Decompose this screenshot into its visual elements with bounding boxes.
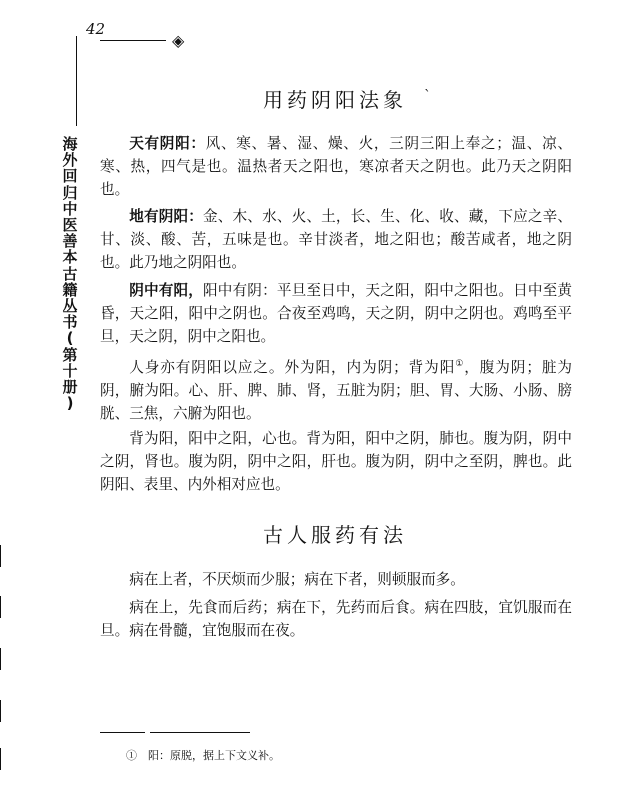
series-title-char: 回	[62, 167, 78, 186]
footnote: ① 阳：原脱，据上下文义补。	[126, 749, 280, 762]
series-title-char: 本	[62, 248, 78, 267]
series-title-char: 海	[62, 135, 78, 153]
series-title-char: 古	[62, 264, 78, 283]
paragraph-text: 人身亦有阴阳以应之。外为阳，内为阴；背为阳	[129, 358, 456, 376]
footnote-marker[interactable]: ①	[455, 359, 465, 369]
paragraph-text: 病在上，先食而后药；病在下，先药而后食。病在四肢，宜饥服而在旦。病在骨髓，宜饱服而在夜。	[100, 599, 572, 639]
page-number: 42	[86, 20, 106, 38]
paragraph	[100, 132, 572, 201]
paragraph-text: ，腹为阴；脏为阴，腑为阳。心、肝、脾、肺、肾，五脏为阴；胆、胃、大肠、小肠、膀胱、三焦，六腑为阳也。	[100, 358, 572, 422]
series-title-char: 医	[62, 216, 78, 235]
scan-edge-mark	[0, 648, 1, 670]
section-title: 古人服药有法	[263, 523, 407, 547]
paragraph-text: 风、寒、暑、湿、燥、火，三阴三阳上奉之；温、凉、寒、热，四气是也。温热者天之阳也，寒凉者天之阴也。此乃天之阴阳也。	[100, 135, 572, 198]
series-title-char: 籍	[62, 280, 78, 299]
series-title-char: )	[66, 394, 74, 413]
paragraph	[100, 596, 572, 642]
left-margin-rule	[76, 36, 77, 126]
paragraph-text: 金、木、水、火、土，长、生、化、收、藏，下应之辛、甘、淡、酸、苦，五味是也。辛甘淡者，地之阳也；酸苦咸者，地之阴也。此乃地之阴阳也。	[100, 208, 572, 271]
paragraph	[100, 427, 572, 496]
series-title-char: 丛	[62, 297, 78, 316]
paragraph-text: 阳中有阴：平旦至日中，天之阳，阳中之阳也。日中至黄昏，天之阳，阳中之阴也。合夜至鸡鸣，天之阴，阴中之阴也。鸡鸣至平旦，天之阴，阴中之阳也。	[100, 282, 572, 345]
stray-mark: `	[424, 88, 431, 104]
paragraph-lead: 阴中有阳，	[129, 282, 204, 299]
series-title-char: 善	[62, 232, 78, 251]
series-title-char: (	[66, 329, 74, 348]
diamond-ornament-icon: ◈	[172, 31, 185, 50]
series-title-char: 十	[62, 361, 78, 380]
paragraph-text: 背为阳，阳中之阳，心也。背为阳，阳中之阴，肺也。腹为阴，阴中之阴，肾也。腹为阴，阴中之阳，肝也。腹为阴，阴中之至阴，脾也。此阴阳、表里、内外相对应也。	[100, 430, 572, 493]
paragraph	[100, 205, 572, 274]
paragraph	[100, 279, 572, 348]
footnote-rule	[100, 732, 145, 733]
scan-edge-mark	[0, 748, 1, 770]
paragraph-lead: 地有阴阳：	[129, 208, 204, 225]
series-title-char: 书	[62, 313, 78, 332]
paragraph	[100, 568, 572, 591]
scan-edge-mark	[0, 545, 1, 567]
footnote-rule	[150, 732, 250, 733]
series-title-char: 外	[62, 151, 78, 170]
paragraph-text: 病在上者，不厌烦而少服；病在下者，则顿服而多。	[129, 571, 465, 588]
header-rule	[100, 40, 166, 41]
series-title-vertical	[60, 136, 80, 411]
series-title-char: 第	[62, 345, 78, 364]
series-title-char: 归	[62, 183, 78, 202]
section-title: 用药阴阳法象	[263, 88, 407, 112]
paragraph	[100, 353, 572, 425]
series-title-char: 册	[62, 378, 78, 397]
scan-edge-mark	[0, 700, 1, 722]
series-title-char: 中	[62, 199, 78, 218]
paragraph-lead: 天有阴阳：	[129, 135, 206, 152]
scan-edge-mark	[0, 596, 1, 618]
